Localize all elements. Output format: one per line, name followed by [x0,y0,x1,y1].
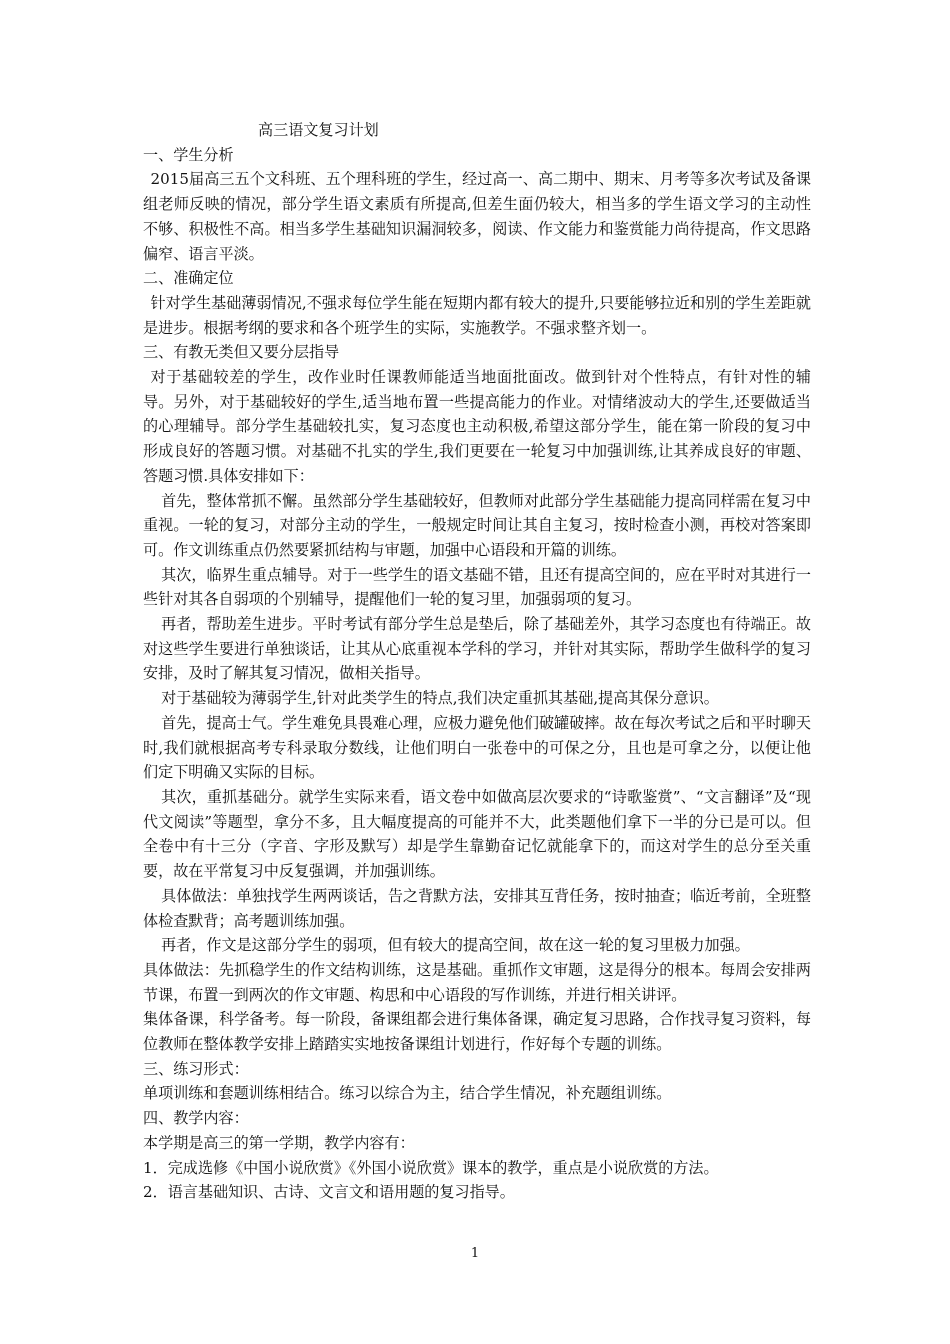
paragraph: 再者，作文是这部分学生的弱项，但有较大的提高空间，故在这一轮的复习里极力加强。 [161,936,750,955]
paragraph: 针对学生基础薄弱情况,不强求每位学生能在短期内都有较大的提升,只要能够拉近和别的学生差距就是进步。根据考纲的要求和各个班学生的实际，实施教学。不强求整齐划一。 [143,293,811,337]
paragraph: 首先，整体常抓不懈。虽然部分学生基础较好，但教师对此部分学生基础能力提高同样需在复习中重视。一轮的复习，对部分主动的学生，一般规定时间让其自主复习，按时检查小测，再校对答案即可。作文训练重点仍然要紧抓结构与审题，加强中心语段和开篇的训练。 [143,491,811,559]
paragraph: 集体备课，科学备考。每一阶段，备课组都会进行集体备课，确定复习思路，合作找寻复习资料，每位教师在整体教学安排上踏踏实实地按备课组计划进行，作好每个专题的训练。 [143,1010,811,1054]
paragraph: 具体做法：先抓稳学生的作文结构训练，这是基础。重抓作文审题，这是得分的根本。每周会安排两节课，布置一到两次的作文审题、构思和中心语段的写作训练，并进行相关讲评。 [143,960,811,1004]
section-heading-practice-format: 三、练习形式： [143,1059,249,1078]
section-heading-teaching-content: 四、教学内容： [143,1109,249,1128]
paragraph: 对于基础较差的学生，改作业时任课教师能适当地面批面改。做到针对个性特点，有针对性的辅导。另外，对于基础较好的学生,适当地布置一些提高能力的作业。对情绪波动大的学生,还要做适当的心理辅导。部分学生基础较扎实，复习态度也主动积极,希望这部分学生，能在第一阶段的复习中形成良好的答题习惯。对基础不扎实的学生,我们更要在一轮复习中加强训练,让其养成良好的审题、答题习惯.具体安排如下： [143,368,811,485]
section-heading-student-analysis: 一、学生分析 [143,145,234,164]
paragraph: 具体做法：单独找学生两两谈话，告之背默方法，安排其互背任务，按时抽查；临近考前，全班整体检查默背；高考题训练加强。 [143,886,811,930]
paragraph: 再者，帮助差生进步。平时考试有部分学生总是垫后，除了基础差外，其学习态度也有待端正。故对这些学生要进行单独谈话，让其从心底重视本学科的学习，并针对其实际，帮助学生做科学的复习安排，及时了解其复习情况，做相关指导。 [143,615,811,683]
section-heading-positioning: 二、准确定位 [143,269,234,288]
paragraph: 首先，提高士气。学生难免具畏难心理，应极力避免他们破罐破摔。故在每次考试之后和平时聊天时,我们就根据高考专科录取分数线，让他们明白一张卷中的可保之分，且也是可拿之分，以便让他们定下明确又实际的目标。 [143,713,811,782]
paragraph: 本学期是高三的第一学期，教学内容有： [143,1133,415,1152]
list-item: 2．语言基础知识、古诗、文言文和语用题的复习指导。 [143,1183,515,1202]
paragraph: 对于基础较为薄弱学生,针对此类学生的特点,我们决定重抓其基础,提高其保分意识。 [161,689,719,708]
paragraph: 单项训练和套题训练相结合。练习以综合为主，结合学生情况，补充题组训练。 [143,1084,672,1103]
paragraph: 2015届高三五个文科班、五个理科班的学生，经过高一、高二期中、期末、月考等多次考试及备课组老师反映的情况，部分学生语文素质有所提高,但差生面仍较大，相当多的学生语文学习的主动性不够、积极性不高。相当多学生基础知识漏洞较多，阅读、作文能力和鉴赏能力尚待提高，作文思路偏窄、语言平淡。 [143,170,811,263]
paragraph: 其次，重抓基础分。就学生实际来看，语文卷中如做高层次要求的“诗歌鉴赏”、“文言翻译”及“现代文阅读”等题型，拿分不多，且大幅度提高的可能并不大，此类题他们拿下一半的分已是可以。但全卷中有十三分（字音、字形及默写）却是学生靠勤奋记忆就能拿下的，而这对学生的总分至关重要，故在平常复习中反复强调，并加强训练。 [143,787,811,881]
list-item: 1．完成选修《中国小说欣赏》《外国小说欣赏》课本的教学，重点是小说欣赏的方法。 [143,1158,719,1177]
section-heading-tiered-guidance: 三、有教无类但又要分层指导 [143,343,340,362]
document-body [143,118,811,1205]
page-number: 1 [470,1246,480,1261]
paragraph: 其次，临界生重点辅导。对于一些学生的语文基础不错，且还有提高空间的，应在平时对其进行一些针对其各自弱项的个别辅导，提醒他们一轮的复习里，加强弱项的复习。 [143,565,811,609]
document-title: 高三语文复习计划 [258,121,379,139]
